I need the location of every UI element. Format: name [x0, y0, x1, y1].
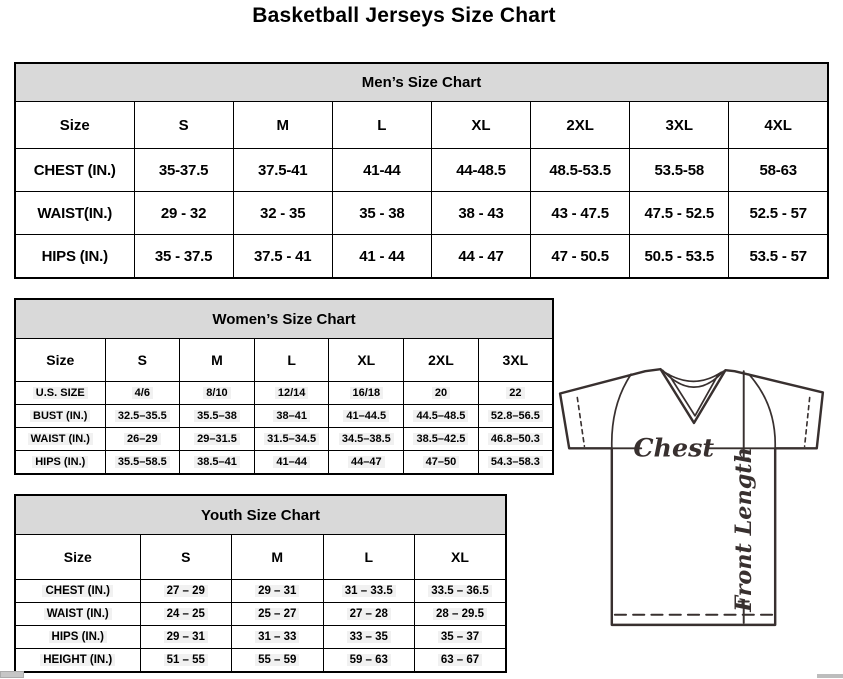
- youth-table-title: Youth Size Chart: [15, 495, 506, 535]
- mens-size-table: [14, 62, 829, 279]
- youth-size-cell: [232, 580, 324, 603]
- mens-column-header: M: [233, 102, 332, 149]
- mens-row-label: WAIST(IN.): [15, 192, 134, 235]
- youth-row-label: [15, 603, 140, 626]
- highlighted-value: CHEST (IN.): [42, 585, 113, 597]
- chest-label: Chest: [633, 432, 715, 463]
- highlighted-value: 38.5–42.5: [413, 433, 468, 445]
- highlighted-value: BUST (IN.): [30, 410, 90, 422]
- table-row: [15, 63, 828, 102]
- highlighted-value: 63 – 67: [438, 654, 482, 666]
- mens-column-header: Size: [15, 102, 134, 149]
- mens-row-label: HIPS (IN.): [15, 235, 134, 279]
- highlighted-value: 44.5–48.5: [413, 410, 468, 422]
- youth-size-cell: [140, 603, 232, 626]
- mens-size-cell: 35 - 37.5: [134, 235, 233, 279]
- jersey-outline: [560, 369, 823, 625]
- youth-column-header: M: [232, 535, 324, 580]
- jersey-diagram-svg: [556, 358, 832, 636]
- womens-column-header: L: [254, 339, 329, 382]
- highlighted-value: 38–41: [273, 410, 310, 422]
- womens-size-cell: [404, 405, 479, 428]
- youth-row-label: [15, 580, 140, 603]
- left-armhole-seam: [612, 374, 631, 447]
- highlighted-value: 41–44.5: [343, 410, 389, 422]
- youth-size-cell: [323, 603, 415, 626]
- youth-size-cell: [140, 626, 232, 649]
- table-row: [15, 102, 828, 149]
- mens-size-cell: 44-48.5: [431, 149, 530, 192]
- mens-size-cell: 41 - 44: [332, 235, 431, 279]
- table-row: [15, 649, 506, 673]
- table-row: [15, 235, 828, 279]
- highlighted-value: 54.3–58.3: [488, 456, 543, 468]
- mens-size-cell: 38 - 43: [431, 192, 530, 235]
- front-length-label: Front Length: [730, 447, 757, 612]
- highlighted-value: 25 – 27: [255, 608, 299, 620]
- womens-size-cell: [329, 428, 404, 451]
- highlighted-value: 35 – 37: [438, 631, 482, 643]
- highlighted-value: WAIST (IN.): [44, 608, 112, 620]
- womens-size-cell: [180, 405, 255, 428]
- highlighted-value: 59 – 63: [347, 654, 391, 666]
- scrollbar-fragment-right[interactable]: [817, 674, 843, 678]
- jersey-measurement-diagram: [556, 358, 832, 636]
- mens-column-header: XL: [431, 102, 530, 149]
- youth-size-cell: [140, 649, 232, 673]
- youth-size-cell: [415, 603, 507, 626]
- womens-size-cell: [180, 451, 255, 475]
- youth-row-label: [15, 626, 140, 649]
- table-row: [15, 603, 506, 626]
- table-row: [15, 405, 553, 428]
- highlighted-value: 51 – 55: [164, 654, 208, 666]
- womens-size-cell: [254, 405, 329, 428]
- mens-size-cell: 32 - 35: [233, 192, 332, 235]
- youth-size-cell: [140, 580, 232, 603]
- table-row: [15, 626, 506, 649]
- womens-size-cell: [254, 428, 329, 451]
- womens-size-cell: [329, 405, 404, 428]
- page-title: Basketball Jerseys Size Chart: [252, 4, 556, 27]
- mens-row-label: CHEST (IN.): [15, 149, 134, 192]
- highlighted-value: 31 – 33: [255, 631, 299, 643]
- womens-size-cell: [105, 382, 180, 405]
- womens-size-cell: [254, 382, 329, 405]
- youth-size-cell: [323, 580, 415, 603]
- youth-size-cell: [232, 626, 324, 649]
- mens-size-cell: 29 - 32: [134, 192, 233, 235]
- mens-size-cell: 43 - 47.5: [531, 192, 630, 235]
- highlighted-value: 33.5 – 36.5: [428, 585, 492, 597]
- womens-size-cell: [478, 405, 553, 428]
- right-armhole-seam: [749, 374, 775, 447]
- highlighted-value: 12/14: [275, 387, 309, 399]
- womens-row-label: [15, 451, 105, 475]
- womens-size-cell: [105, 428, 180, 451]
- mens-size-cell: 58-63: [729, 149, 828, 192]
- highlighted-value: 55 – 59: [255, 654, 299, 666]
- highlighted-value: 41–44: [273, 456, 310, 468]
- womens-column-header: Size: [15, 339, 105, 382]
- mens-size-cell: 44 - 47: [431, 235, 530, 279]
- womens-row-label: [15, 382, 105, 405]
- highlighted-value: HEIGHT (IN.): [40, 654, 115, 666]
- highlighted-value: 33 – 35: [347, 631, 391, 643]
- right-sleeve-hem-dashed: [805, 398, 810, 447]
- mens-size-cell: 37.5 - 41: [233, 235, 332, 279]
- table-row: [15, 339, 553, 382]
- table-row: [15, 495, 506, 535]
- highlighted-value: 4/6: [132, 387, 153, 399]
- womens-row-label: [15, 428, 105, 451]
- womens-column-header: 2XL: [404, 339, 479, 382]
- womens-column-header: XL: [329, 339, 404, 382]
- womens-size-table: [14, 298, 554, 475]
- womens-column-header: M: [180, 339, 255, 382]
- highlighted-value: 20: [432, 387, 450, 399]
- highlighted-value: 29–31.5: [194, 433, 240, 445]
- youth-column-header: Size: [15, 535, 140, 580]
- table-row: [15, 149, 828, 192]
- mens-column-header: 3XL: [630, 102, 729, 149]
- womens-row-label: [15, 405, 105, 428]
- mens-column-header: S: [134, 102, 233, 149]
- youth-size-table: [14, 494, 507, 673]
- highlighted-value: 38.5–41: [194, 456, 240, 468]
- mens-size-cell: 37.5-41: [233, 149, 332, 192]
- table-row: [15, 192, 828, 235]
- womens-size-cell: [404, 382, 479, 405]
- mens-size-cell: 50.5 - 53.5: [630, 235, 729, 279]
- highlighted-value: 35.5–58.5: [115, 456, 170, 468]
- table-row: [15, 580, 506, 603]
- table-row: [15, 535, 506, 580]
- mens-size-cell: 53.5-58: [630, 149, 729, 192]
- highlighted-value: 31.5–34.5: [264, 433, 319, 445]
- womens-size-cell: [105, 451, 180, 475]
- youth-row-label: [15, 649, 140, 673]
- youth-column-header: S: [140, 535, 232, 580]
- youth-column-header: XL: [415, 535, 507, 580]
- womens-size-cell: [180, 382, 255, 405]
- highlighted-value: 44–47: [348, 456, 385, 468]
- highlighted-value: 46.8–50.3: [488, 433, 543, 445]
- highlighted-value: 24 – 25: [164, 608, 208, 620]
- highlighted-value: 34.5–38.5: [339, 433, 394, 445]
- mens-size-cell: 35-37.5: [134, 149, 233, 192]
- youth-size-cell: [415, 580, 507, 603]
- highlighted-value: 8/10: [203, 387, 230, 399]
- mens-size-cell: 53.5 - 57: [729, 235, 828, 279]
- mens-table-title: Men’s Size Chart: [15, 63, 828, 102]
- womens-column-header: S: [105, 339, 180, 382]
- youth-size-cell: [323, 649, 415, 673]
- mens-size-cell: 52.5 - 57: [729, 192, 828, 235]
- highlighted-value: 22: [506, 387, 524, 399]
- mens-column-header: 2XL: [531, 102, 630, 149]
- highlighted-value: HIPS (IN.): [32, 456, 88, 468]
- highlighted-value: 27 – 29: [164, 585, 208, 597]
- table-row: [15, 299, 553, 339]
- mens-size-cell: 48.5-53.5: [531, 149, 630, 192]
- womens-size-cell: [329, 382, 404, 405]
- highlighted-value: 52.8–56.5: [488, 410, 543, 422]
- table-row: [15, 382, 553, 405]
- table-row: [15, 451, 553, 475]
- highlighted-value: WAIST (IN.): [28, 433, 93, 445]
- womens-column-header: 3XL: [478, 339, 553, 382]
- highlighted-value: 32.5–35.5: [115, 410, 170, 422]
- highlighted-value: 28 – 29.5: [433, 608, 487, 620]
- youth-size-cell: [415, 626, 507, 649]
- left-sleeve-hem-dashed: [577, 398, 584, 447]
- highlighted-value: 31 – 33.5: [342, 585, 396, 597]
- womens-size-cell: [180, 428, 255, 451]
- womens-size-cell: [254, 451, 329, 475]
- highlighted-value: 29 – 31: [164, 631, 208, 643]
- highlighted-value: 29 – 31: [255, 585, 299, 597]
- womens-size-cell: [404, 428, 479, 451]
- youth-size-cell: [232, 649, 324, 673]
- youth-size-cell: [415, 649, 507, 673]
- highlighted-value: 26–29: [124, 433, 161, 445]
- youth-size-cell: [323, 626, 415, 649]
- womens-size-cell: [478, 451, 553, 475]
- highlighted-value: HIPS (IN.): [49, 631, 107, 643]
- mens-column-header: 4XL: [729, 102, 828, 149]
- womens-size-cell: [478, 382, 553, 405]
- highlighted-value: 27 – 28: [347, 608, 391, 620]
- highlighted-value: 16/18: [350, 387, 384, 399]
- womens-size-cell: [478, 428, 553, 451]
- highlighted-value: 35.5–38: [194, 410, 240, 422]
- womens-size-cell: [105, 405, 180, 428]
- youth-column-header: L: [323, 535, 415, 580]
- mens-size-cell: 47.5 - 52.5: [630, 192, 729, 235]
- womens-table-title: Women’s Size Chart: [15, 299, 553, 339]
- mens-size-cell: 35 - 38: [332, 192, 431, 235]
- youth-size-cell: [232, 603, 324, 626]
- table-row: [15, 428, 553, 451]
- mens-column-header: L: [332, 102, 431, 149]
- highlighted-value: U.S. SIZE: [33, 387, 88, 399]
- mens-size-cell: 47 - 50.5: [531, 235, 630, 279]
- mens-size-cell: 41-44: [332, 149, 431, 192]
- scrollbar-fragment-left[interactable]: [0, 671, 24, 678]
- highlighted-value: 47–50: [423, 456, 460, 468]
- womens-size-cell: [329, 451, 404, 475]
- womens-size-cell: [404, 451, 479, 475]
